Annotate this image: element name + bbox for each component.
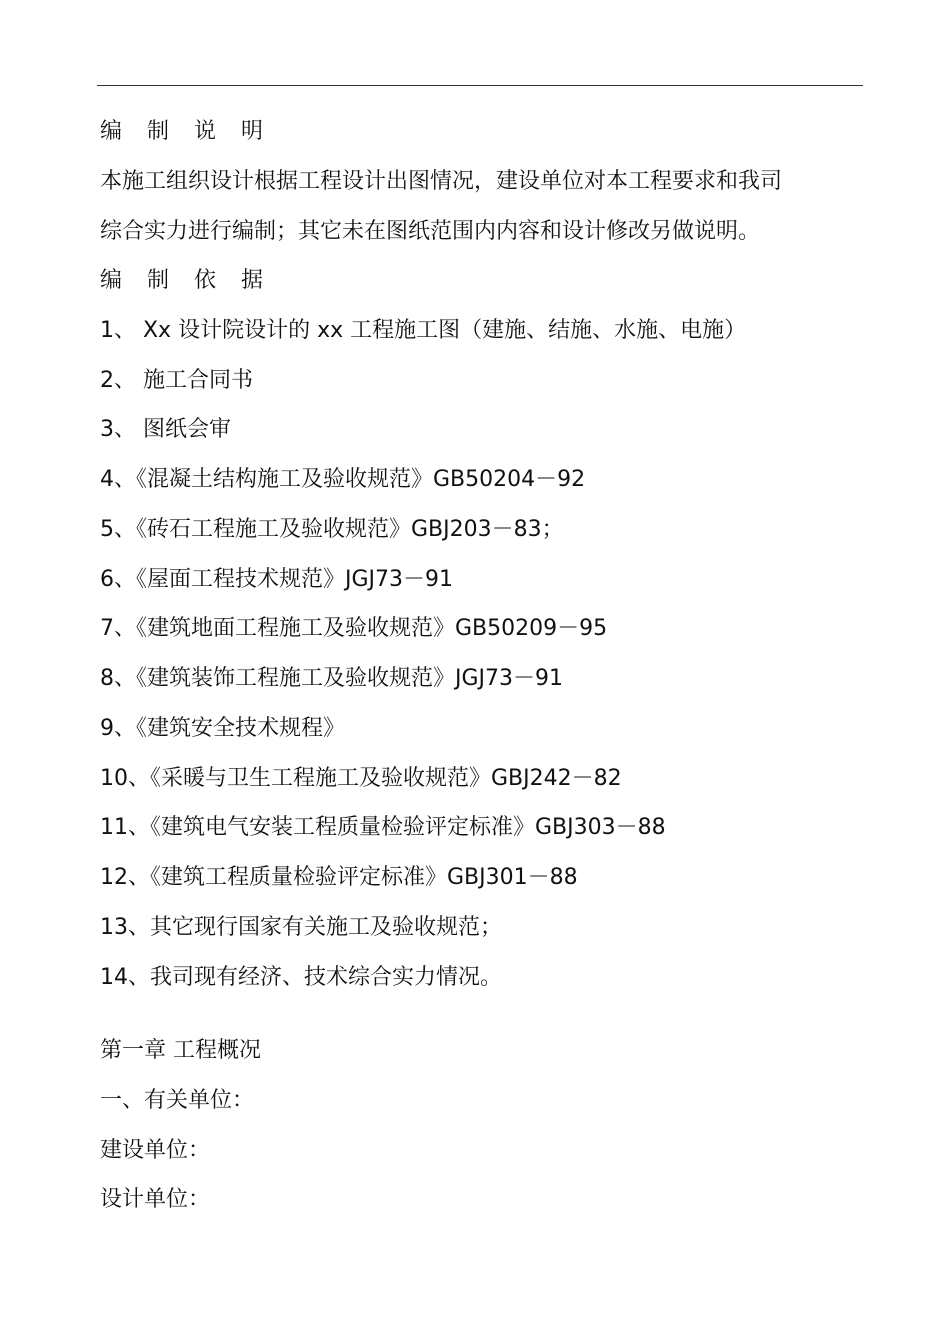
section-heading: 一、有关单位： xyxy=(100,1088,255,1113)
designer-label: 设计单位： xyxy=(100,1187,211,1212)
basis-item: 10、《采暖与卫生工程施工及验收规范》GBJ242－82 xyxy=(100,766,622,791)
basis-item: 14、我司现有经济、技术综合实力情况。 xyxy=(100,965,502,990)
basis-item: 6、《屋面工程技术规范》JGJ73－91 xyxy=(100,567,454,592)
basis-item: 8、《建筑装饰工程施工及验收规范》JGJ73－91 xyxy=(100,666,564,691)
basis-item: 12、《建筑工程质量检验评定标准》GBJ301－88 xyxy=(100,865,578,890)
header-rule xyxy=(97,85,863,86)
basis-item: 3、 图纸会审 xyxy=(100,417,231,442)
basis-item: 11、《建筑电气安装工程质量检验评定标准》GBJ303－88 xyxy=(100,815,666,840)
basis-item: 5、《砖石工程施工及验收规范》GBJ203－83； xyxy=(100,517,564,542)
basis-item: 7、《建筑地面工程施工及验收规范》GB50209－95 xyxy=(100,616,608,641)
basis-item: 2、 施工合同书 xyxy=(100,368,253,393)
intro-paragraph-line-1: 本施工组织设计根据工程设计出图情况，建设单位对本工程要求和我司 xyxy=(100,169,783,194)
basis-item: 13、其它现行国家有关施工及验收规范； xyxy=(100,915,502,940)
basis-item: 9、《建筑安全技术规程》 xyxy=(100,716,345,741)
basis-item: 4、《混凝土结构施工及验收规范》GB50204－92 xyxy=(100,467,586,492)
builder-label: 建设单位： xyxy=(100,1138,211,1163)
chapter-title: 第一章 工程概况 xyxy=(100,1038,261,1063)
intro-heading: 编 制 说 明 xyxy=(100,119,272,144)
basis-item: 1、 Xx 设计院设计的 xx 工程施工图（建施、结施、水施、电施） xyxy=(100,318,747,343)
intro-paragraph-line-2: 综合实力进行编制；其它未在图纸范围内内容和设计修改另做说明。 xyxy=(100,219,761,244)
basis-heading: 编 制 依 据 xyxy=(100,268,272,293)
